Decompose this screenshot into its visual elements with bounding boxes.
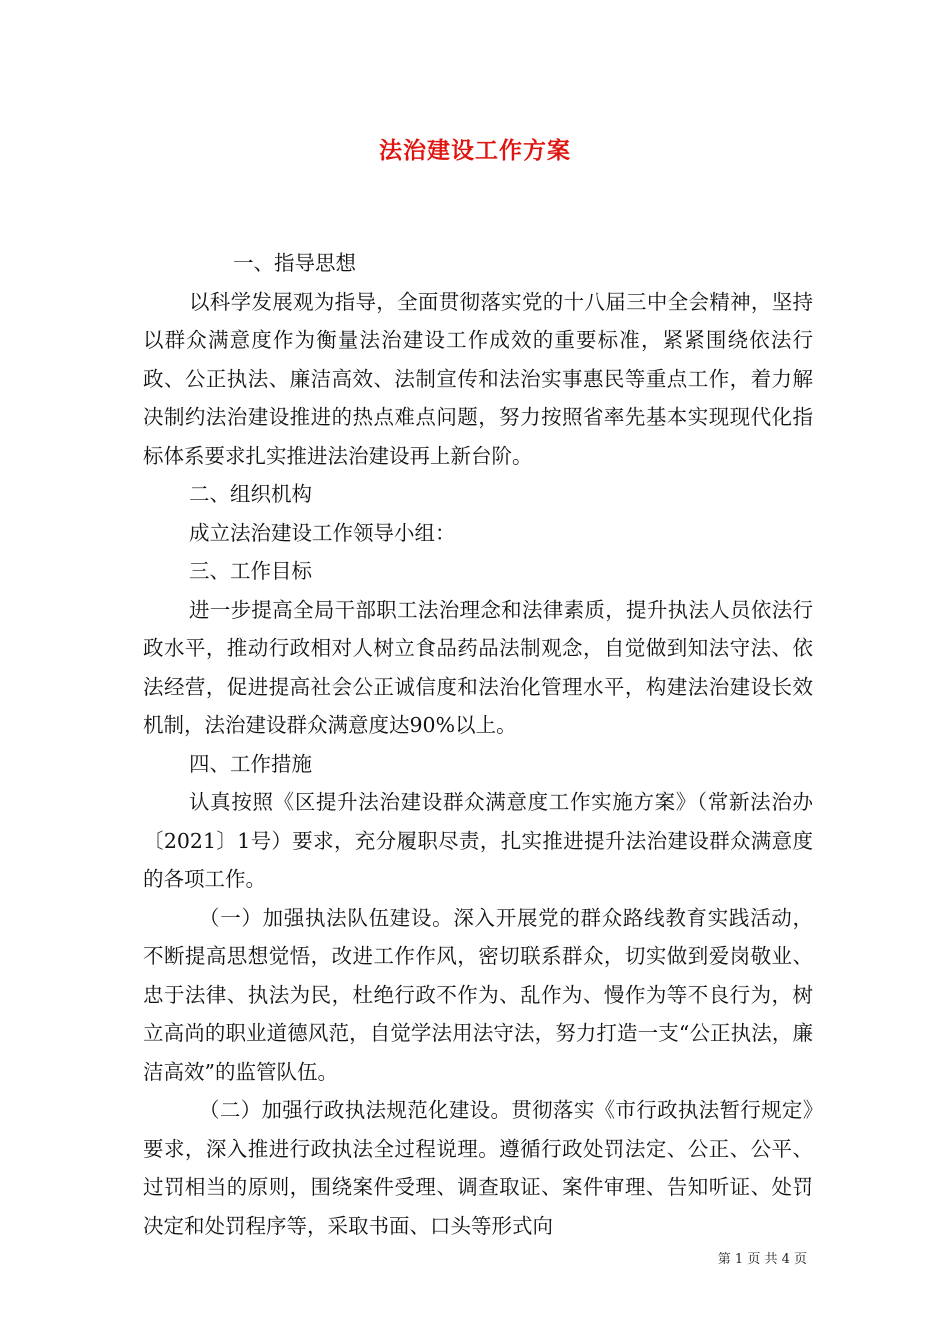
paragraph-measures-intro: 认真按照《区提升法治建设群众满意度工作实施方案》（常新法治办〔2021〕1号）要求，充分履职尽责，扎实推进提升法治建设群众满意度的各项工作。 [143, 790, 813, 891]
paragraph-measure-2: （二）加强行政执法规范化建设。贯彻落实《市行政执法暂行规定》要求，深入推进行政执法全过程说理。遵循行政处罚法定、公正、公平、过罚相当的原则，围绕案件受理、调查取证、案件审理、告知听证、处罚决定和处罚程序等，采取书面、口头等形式向 [143, 1098, 813, 1238]
page-number: 第 1 页 共 4 页 [717, 1252, 807, 1267]
section-heading-4: 四、工作措施 [189, 751, 312, 776]
document-body [143, 244, 813, 1245]
paragraph-measure-1: （一）加强执法队伍建设。深入开展党的群众路线教育实践活动，不断提高思想觉悟，改进工作作风，密切联系群众，切实做到爱岗敬业、忠于法律、执法为民，杜绝行政不作为、乱作为、慢作为等不良行为，树立高尚的职业道德风范，自觉学法用法守法，努力打造一支“公正执法，廉洁高效”的监管队伍。 [143, 905, 813, 1084]
section-heading-3: 三、工作目标 [189, 559, 312, 583]
document-title: 法治建设工作方案 [379, 137, 571, 164]
paragraph-goals: 进一步提高全局干部职工法治理念和法律素质，提升执法人员依法行政水平，推动行政相对人树立食品药品法制观念，自觉做到知法守法、依法经营，促进提高社会公正诚信度和法治化管理水平，构建法治建设长效机制，法治建设群众满意度达90%以上。 [143, 597, 813, 737]
section-heading-2: 二、组织机构 [189, 482, 312, 506]
paragraph-organization: 成立法治建设工作领导小组： [189, 520, 456, 545]
section-heading-1: 一、指导思想 [233, 251, 356, 275]
paragraph-guiding-thought: 以科学发展观为指导，全面贯彻落实党的十八届三中全会精神，坚持以群众满意度作为衡量法治建设工作成效的重要标准，紧紧围绕依法行政、公正执法、廉洁高效、法制宣传和法治实事惠民等重点工作，着力解决制约法治建设推进的热点难点问题，努力按照省率先基本实现现代化指标体系要求扎实推进法治建设再上新台阶。 [143, 289, 813, 468]
